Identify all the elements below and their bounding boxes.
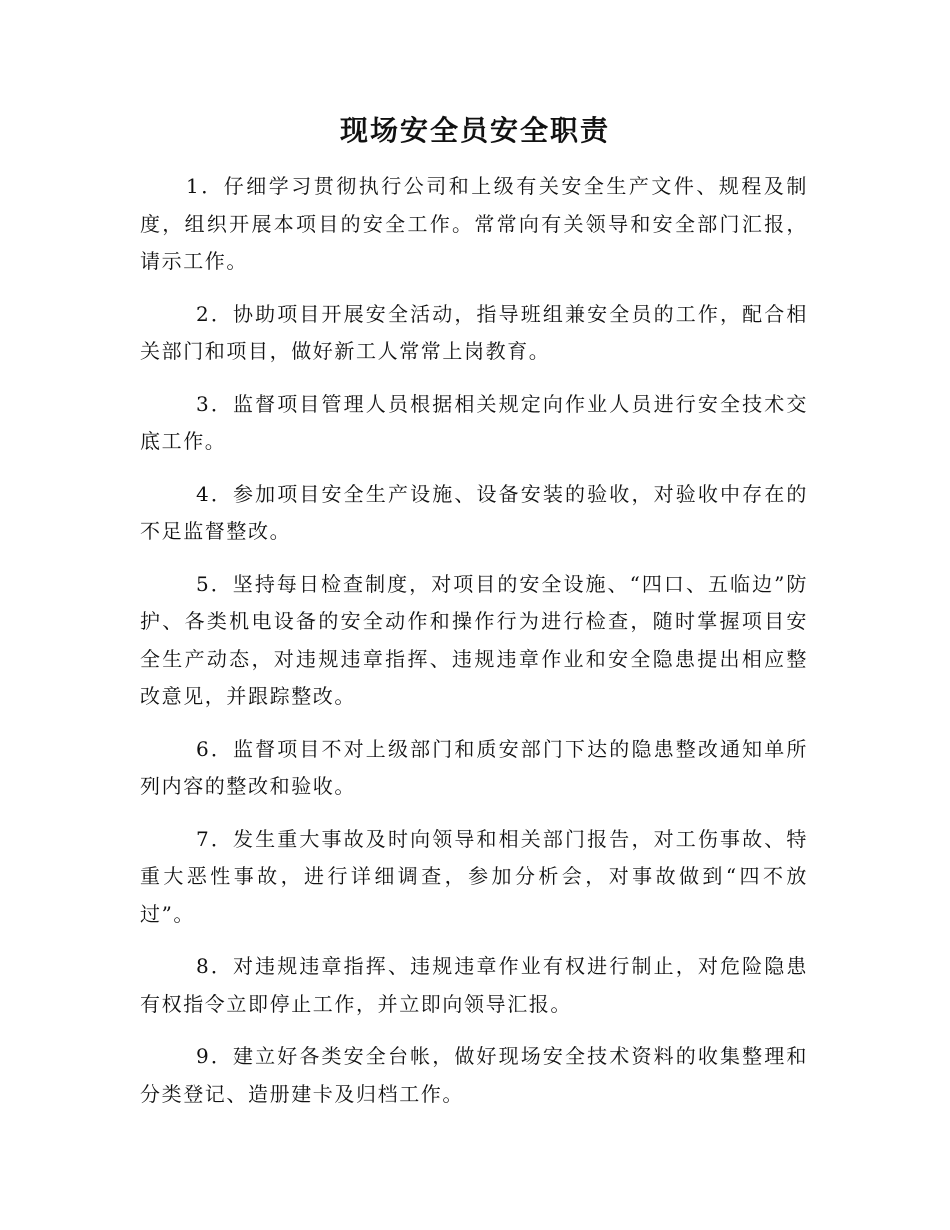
page-title: 现场安全员安全职责: [339, 114, 610, 147]
duty-paragraph-4: 4．参加项目安全生产设施、设备安装的验收，对验收中存在的不足监督整改。: [140, 481, 808, 543]
duty-paragraph-1: 1．仔细学习贯彻执行公司和上级有关安全生产文件、规程及制度，组织开展本项目的安全工作。常常向有关领导和安全部门汇报，请示工作。: [140, 174, 808, 273]
document-body: [140, 168, 808, 1128]
duty-paragraph-3: 3．监督项目管理人员根据相关规定向作业人员进行安全技术交底工作。: [140, 391, 808, 453]
duty-paragraph-7: 7．发生重大事故及时向领导和相关部门报告，对工伤事故、特重大恶性事故，进行详细调查，参加分析会，对事故做到“四不放过”。: [140, 826, 808, 926]
duty-paragraph-8: 8．对违规违章指挥、违规违章作业有权进行制止，对危险隐患有权指令立即停止工作，并立即向领导汇报。: [140, 954, 808, 1016]
duty-paragraph-9: 9．建立好各类安全台帐，做好现场安全技术资料的收集整理和分类登记、造册建卡及归档工作。: [140, 1044, 808, 1106]
duty-paragraph-6: 6．监督项目不对上级部门和质安部门下达的隐患整改通知单所列内容的整改和验收。: [140, 736, 808, 798]
duty-paragraph-5: 5．坚持每日检查制度，对项目的安全设施、“四口、五临边”防护、各类机电设备的安全动作和操作行为进行检查，随时掌握项目安全生产动态，对违规违章指挥、违规违章作业和安全隐患提出相应整改意见，并跟踪整改。: [140, 571, 808, 708]
duty-paragraph-2: 2．协助项目开展安全活动，指导班组兼安全员的工作，配合相关部门和项目，做好新工人常常上岗教育。: [140, 301, 808, 363]
